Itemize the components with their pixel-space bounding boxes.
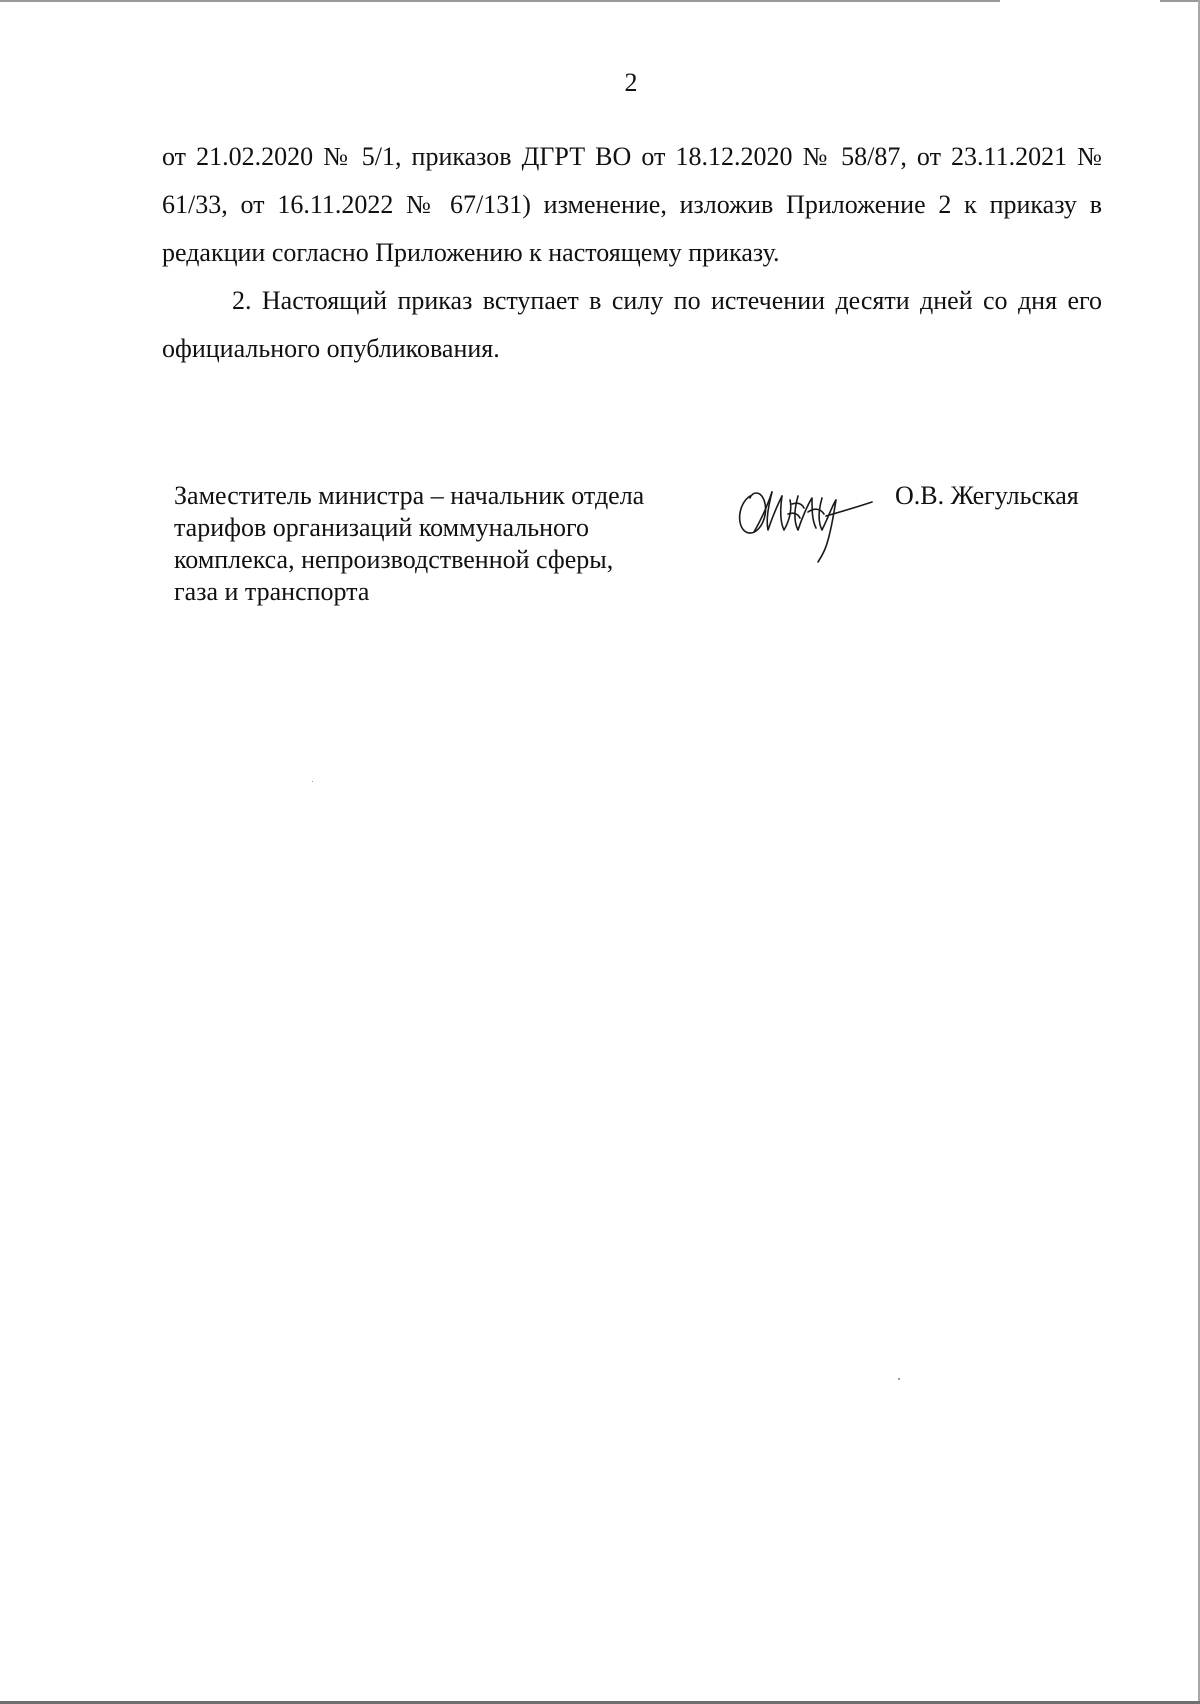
signatory-position-line: тарифов организаций коммунального (174, 513, 590, 542)
signatory-position (174, 480, 714, 608)
signatory-position-line: газа и транспорта (174, 577, 370, 606)
document-body (162, 133, 1102, 373)
scan-border-top (0, 0, 1200, 2)
handwritten-signature (732, 474, 878, 564)
body-paragraph: 2. Настоящий приказ вступает в силу по истечении десяти дней со дня его официального опубликования. (162, 286, 1102, 363)
signatory-position-line: Заместитель министра – начальник отдела (174, 481, 645, 510)
page-number: 2 (624, 68, 638, 97)
body-paragraph: от 21.02.2020 № 5/1, приказов ДГРТ ВО от 18.12.2020 № 58/87, от 23.11.2021 № 61/33, от 16.11.2022 № 67/131) изменение, изложив Приложение 2 к приказу в редакции согласно Приложению к настоящему приказу. (162, 142, 1102, 267)
scan-speck (898, 1378, 900, 1380)
scan-speck (312, 781, 313, 782)
signatory-position-line: комплекса, непроизводственной сферы, (174, 545, 614, 574)
signatory-name: О.В. Жегульская (895, 481, 1079, 510)
